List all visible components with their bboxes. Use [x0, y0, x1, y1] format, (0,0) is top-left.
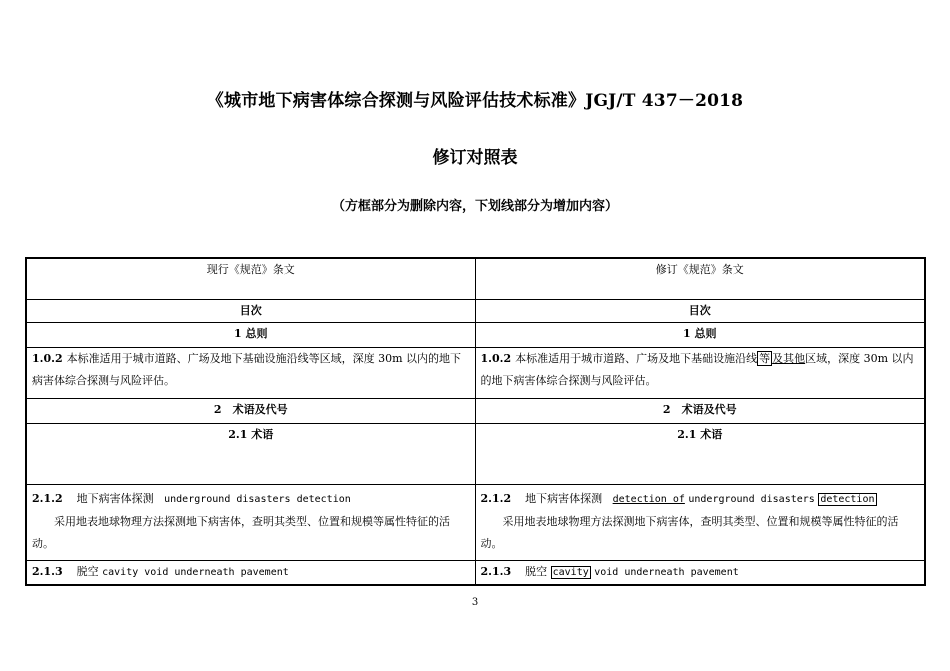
chapter2-revised: 2 术语及代号	[475, 399, 925, 424]
document-title: 《城市地下病害体综合探测与风险评估技术标准》JGJ/T 437－2018	[206, 91, 744, 111]
term-en: underground disasters	[688, 494, 815, 505]
clause-text-pre: 本标准适用于城市道路、广场及地下基础设施沿线	[515, 352, 758, 365]
section21-current: 2.1 术语	[26, 424, 475, 485]
legend-note: （方框部分为删除内容，下划线部分为增加内容）	[331, 199, 618, 214]
table-row	[26, 300, 925, 323]
table-row	[26, 323, 925, 348]
document-subtitle: 修订对照表	[432, 148, 518, 168]
term-cn: 地下病害体探测	[76, 492, 154, 505]
clause-text: 本标准适用于城市道路、广场及地下基础设施沿线等区域，深度 30m 以内的地下病害体综合探测与风险评估。	[32, 352, 462, 387]
term-cn: 地下病害体探测	[525, 492, 603, 505]
term-en: underground disasters detection	[164, 494, 351, 505]
chapter2-current: 2 术语及代号	[26, 399, 475, 424]
inserted-text: detection of	[612, 494, 685, 505]
term-en: void underneath pavement	[594, 567, 739, 578]
header-current: 现行《规范》条文	[26, 258, 475, 300]
inserted-text: 及其他	[772, 352, 806, 365]
clause-number: 2.1.2	[32, 492, 63, 505]
table-row	[26, 348, 925, 399]
comparison-table	[25, 257, 926, 586]
term-en: cavity void underneath pavement	[102, 567, 289, 578]
clause-212-current	[26, 485, 475, 561]
page-number: 3	[471, 597, 479, 608]
clause-212-revised	[475, 485, 925, 561]
chapter1-current: 1 总则	[26, 323, 475, 348]
deleted-text: detection	[820, 494, 875, 505]
table-row	[26, 399, 925, 424]
table-header-row	[26, 258, 925, 300]
section21-revised: 2.1 术语	[475, 424, 925, 485]
chapter1-revised: 1 总则	[475, 323, 925, 348]
clause-number: 2.1.3	[32, 565, 63, 578]
term-cn: 脱空	[76, 565, 99, 578]
table-row	[26, 485, 925, 561]
table-row	[26, 561, 925, 586]
deleted-text: cavity	[552, 567, 589, 578]
clause-number: 2.1.2	[480, 492, 512, 505]
clause-text-post: 区域，深度 30m 以内的地下病害体综合探测与风险评估。	[480, 352, 914, 387]
clause-213-current	[26, 561, 475, 586]
deleted-text: 等	[759, 352, 771, 365]
clause-102-revised	[475, 348, 925, 399]
definition: 采用地表地球物理方法探测地下病害体，查明其类型、位置和规模等属性特征的活动。	[480, 515, 899, 550]
table-row	[26, 424, 925, 485]
contents-current: 目次	[26, 300, 475, 323]
header-revised: 修订《规范》条文	[475, 258, 925, 300]
clause-102-current	[26, 348, 475, 399]
clause-number: 2.1.3	[480, 565, 512, 578]
clause-number: 1.0.2	[32, 352, 63, 365]
clause-213-revised	[475, 561, 925, 586]
clause-number: 1.0.2	[480, 352, 512, 365]
definition: 采用地表地球物理方法探测地下病害体，查明其类型、位置和规模等属性特征的活动。	[32, 515, 450, 550]
term-cn: 脱空	[525, 565, 548, 578]
contents-revised: 目次	[475, 300, 925, 323]
